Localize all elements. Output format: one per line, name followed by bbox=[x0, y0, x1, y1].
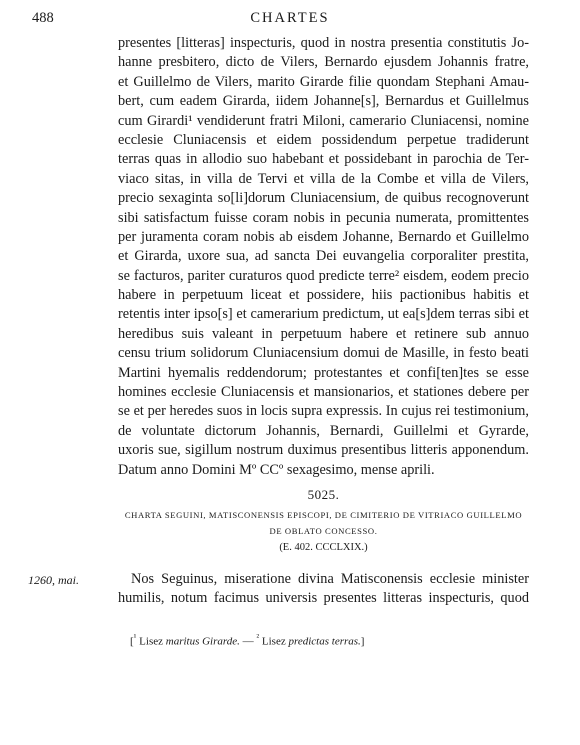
charter-text bbox=[118, 570, 529, 609]
footnote-open-bracket: [ bbox=[130, 635, 134, 648]
charter-number: 5025. bbox=[307, 487, 340, 502]
text-line: censu trium solidorum Cluniacensium domui de Masille, in festo beati bbox=[118, 345, 529, 362]
footnote-mark: ¹ bbox=[133, 632, 137, 642]
footnote-prefix: Lisez bbox=[139, 635, 163, 648]
footnotes bbox=[130, 632, 364, 648]
text-line: et Girarda, uxore sua, ad sancta Dei euvangelia corporaliter prestita, bbox=[118, 248, 529, 265]
text-line: habere in perpetuum liceat et possidere, hiis pactionibus habitis et bbox=[118, 287, 529, 304]
charter-title-line: DE OBLATO CONCESSO. bbox=[269, 526, 378, 536]
footnote-separator: — bbox=[242, 635, 254, 648]
charter-title-line: CHARTA SEGUINI, MATISCONENSIS EPISCOPI, DE CIMITERIO DE VITRIACO GUILLELMO bbox=[124, 510, 523, 520]
text-line: cum Girardi¹ vendiderunt fratri Miloni, camerario Cluniacensi, nomine bbox=[118, 112, 529, 129]
text-line: bert, cum eadem Girarda, iidem Johanne[s], Bernardus et Guillelmus bbox=[118, 93, 529, 110]
footnote-mark: ² bbox=[256, 632, 260, 642]
margin-date: 1260, mai. bbox=[28, 573, 79, 587]
text-line: per juramenta coram nobis ab eisdem Johanne, Bernardo et Guillelmo bbox=[118, 228, 529, 245]
footnote-text: maritus Girarde. bbox=[165, 635, 240, 648]
archive-reference: (E. 402. CCCLXIX.) bbox=[279, 542, 368, 553]
text-line: se et per heredes suos in locis supra expressis. In cujus rei testimonium, bbox=[118, 403, 529, 420]
text-line: presentes [litteras] inspecturis, quod in nostra presentia constitutis Jo- bbox=[118, 35, 529, 51]
text-line: retentis inter ipso[s] et camerarium predictum, ut ea[s]dem terras sibi et bbox=[118, 306, 529, 323]
text-line: homines ecclesie Cluniacensis et mansionarios, et stationes debere per bbox=[118, 384, 529, 401]
text-line: precio sexaginta so[li]dorum Cluniacensium, de quibus recognoverunt bbox=[118, 190, 529, 207]
text-line: heredibus suis valeant in perpetuum habere et retinere sub annuo bbox=[118, 325, 529, 342]
text-line: se facturos, pariter curaturos quod predicte terre² eisdem, eodem precio bbox=[118, 267, 529, 284]
text-line: terras quas in allodio suo habebant et possidebant in parochia de Ter- bbox=[118, 151, 529, 168]
running-header bbox=[30, 10, 550, 30]
footnote-close-bracket: ] bbox=[360, 635, 365, 648]
text-line: hanne presbitero, dicto de Vilers, Bernardo ejusdem Johannis fratre, bbox=[118, 54, 529, 71]
footnote-prefix: Lisez bbox=[261, 635, 286, 648]
text-line: de voluntate dictorum Johannis, Bernardi, Guillelmi et Gyrarde, bbox=[118, 422, 529, 439]
text-line: ecclesie Cluniacensis et eidem possidendum perpetue tradiderunt bbox=[118, 131, 529, 148]
text-line: Martini hyemalis reddendorum; protestantes et confi[ten]tes se esse bbox=[118, 364, 529, 381]
charter-text-continued bbox=[118, 34, 529, 480]
running-title: CHARTES bbox=[250, 10, 330, 26]
text-line: sibi satisfactum fuisse coram nobis in pecunia numerata, promittentes bbox=[118, 209, 529, 226]
text-line: humilis, notum facimus universis presentes litteras inspecturis, quod bbox=[118, 590, 529, 607]
page-number: 488 bbox=[32, 10, 54, 26]
charter-title bbox=[118, 507, 529, 539]
text-line: viaco sitas, in villa de Tervi et villa de la Combe et villa de Vilers, bbox=[118, 170, 529, 187]
text-line: Datum anno Domini Mº CCº sexagesimo, mense aprili. bbox=[118, 461, 435, 478]
text-line: uxoris sue, sigillum nostrum duximus presentibus litteris apponendum. bbox=[118, 442, 529, 459]
text-line: et Guillelmo de Vilers, marito Girarde filie quondam Stephani Amau- bbox=[118, 73, 529, 90]
footnote-text: predictas terras. bbox=[288, 635, 361, 648]
text-line: Nos Seguinus, miseratione divina Matisconensis ecclesie minister bbox=[131, 571, 529, 587]
